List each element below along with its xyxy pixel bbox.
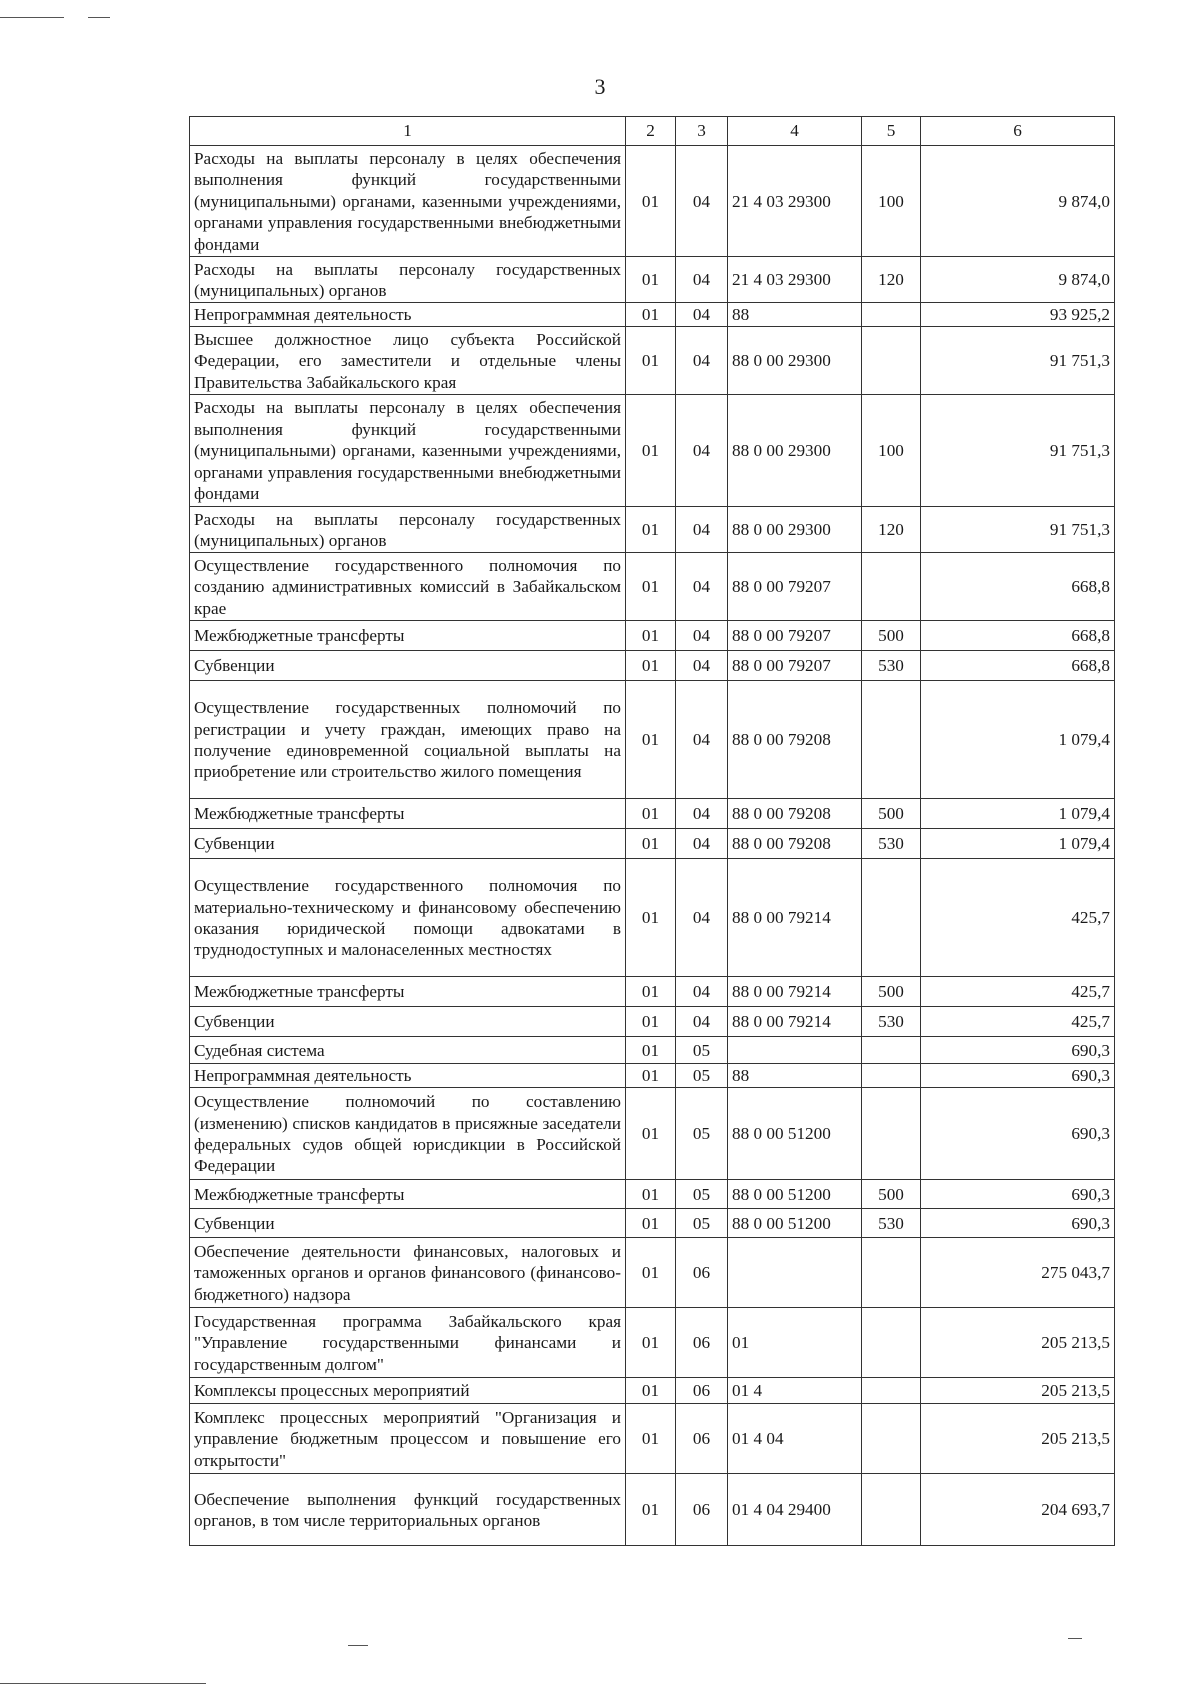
subsection-code: 04 <box>676 681 728 799</box>
table-row <box>190 1037 1115 1064</box>
target-article-code: 01 <box>728 1308 862 1378</box>
expense-type-code <box>862 1378 921 1404</box>
target-article-code: 88 0 00 51200 <box>728 1180 862 1209</box>
amount: 91 751,3 <box>921 395 1115 507</box>
target-article-code: 88 0 00 29300 <box>728 507 862 553</box>
section-code: 01 <box>626 395 676 507</box>
expense-type-code: 530 <box>862 1209 921 1238</box>
subsection-code: 06 <box>676 1474 728 1546</box>
target-article-code: 01 4 <box>728 1378 862 1404</box>
expense-name: Непрограммная деятельность <box>190 1064 626 1088</box>
section-code: 01 <box>626 829 676 859</box>
table-row <box>190 977 1115 1007</box>
section-code: 01 <box>626 327 676 395</box>
subsection-code: 05 <box>676 1088 728 1180</box>
expense-name: Высшее должностное лицо субъекта Российской Федерации, его заместители и отдельные члены Правительства Забайкальского края <box>190 327 626 395</box>
subsection-code: 04 <box>676 257 728 303</box>
expense-type-code: 530 <box>862 1007 921 1037</box>
expense-type-code: 120 <box>862 507 921 553</box>
amount: 668,8 <box>921 553 1115 621</box>
page-number: 3 <box>594 74 606 99</box>
expense-type-code: 530 <box>862 651 921 681</box>
section-code: 01 <box>626 1037 676 1064</box>
subsection-code: 04 <box>676 799 728 829</box>
target-article-code: 21 4 03 29300 <box>728 146 862 257</box>
expense-name: Межбюджетные трансферты <box>190 799 626 829</box>
target-article-code: 88 0 00 79207 <box>728 651 862 681</box>
column-header: 3 <box>676 117 728 146</box>
expense-name: Расходы на выплаты персоналу в целях обеспечения выполнения функций государственными (муниципальными) органами, казенными учреждениями, органами управления государственными внебюджетными фондами <box>190 146 626 257</box>
section-code: 01 <box>626 1378 676 1404</box>
expense-name: Осуществление государственного полномочия по материально-техническому и финансовому обеспечению оказания юридической помощи адвокатами в труднодоступных и малонаселенных местностях <box>190 859 626 977</box>
subsection-code: 04 <box>676 829 728 859</box>
table-row <box>190 1404 1115 1474</box>
section-code: 01 <box>626 507 676 553</box>
amount: 9 874,0 <box>921 146 1115 257</box>
scan-edge-mark <box>0 17 64 18</box>
amount: 205 213,5 <box>921 1404 1115 1474</box>
expense-type-code <box>862 681 921 799</box>
table-row <box>190 553 1115 621</box>
expense-type-code <box>862 1088 921 1180</box>
column-header: 2 <box>626 117 676 146</box>
expense-name: Комплексы процессных мероприятий <box>190 1378 626 1404</box>
scan-edge-mark <box>0 1683 206 1684</box>
target-article-code: 88 0 00 79207 <box>728 621 862 651</box>
target-article-code: 21 4 03 29300 <box>728 257 862 303</box>
amount: 425,7 <box>921 977 1115 1007</box>
expense-type-code: 500 <box>862 799 921 829</box>
target-article-code <box>728 1238 862 1308</box>
subsection-code: 06 <box>676 1378 728 1404</box>
table-row <box>190 651 1115 681</box>
expense-name: Субвенции <box>190 1007 626 1037</box>
table-row <box>190 1180 1115 1209</box>
amount: 668,8 <box>921 651 1115 681</box>
subsection-code: 04 <box>676 146 728 257</box>
target-article-code: 88 0 00 79214 <box>728 977 862 1007</box>
section-code: 01 <box>626 1474 676 1546</box>
expense-name: Субвенции <box>190 1209 626 1238</box>
amount: 9 874,0 <box>921 257 1115 303</box>
section-code: 01 <box>626 303 676 327</box>
target-article-code: 88 0 00 79207 <box>728 553 862 621</box>
expense-type-code <box>862 553 921 621</box>
expense-type-code <box>862 327 921 395</box>
column-header: 1 <box>190 117 626 146</box>
subsection-code: 06 <box>676 1238 728 1308</box>
expense-type-code <box>862 303 921 327</box>
budget-table <box>189 116 1115 1546</box>
amount: 205 213,5 <box>921 1308 1115 1378</box>
section-code: 01 <box>626 1088 676 1180</box>
section-code: 01 <box>626 621 676 651</box>
section-code: 01 <box>626 859 676 977</box>
table-row <box>190 1088 1115 1180</box>
expense-name: Осуществление полномочий по составлению (изменению) списков кандидатов в присяжные заседатели федеральных судов общей юрисдикции в Российской Федерации <box>190 1088 626 1180</box>
expense-type-code: 500 <box>862 1180 921 1209</box>
subsection-code: 04 <box>676 303 728 327</box>
amount: 91 751,3 <box>921 327 1115 395</box>
target-article-code: 88 0 00 51200 <box>728 1209 862 1238</box>
expense-name: Расходы на выплаты персоналу государственных (муниципальных) органов <box>190 257 626 303</box>
expense-name: Обеспечение выполнения функций государственных органов, в том числе территориальных органов <box>190 1474 626 1546</box>
section-code: 01 <box>626 553 676 621</box>
section-code: 01 <box>626 1007 676 1037</box>
target-article-code: 88 <box>728 303 862 327</box>
section-code: 01 <box>626 1404 676 1474</box>
section-code: 01 <box>626 799 676 829</box>
table-row <box>190 1238 1115 1308</box>
expense-type-code: 500 <box>862 977 921 1007</box>
table-row <box>190 146 1115 257</box>
subsection-code: 05 <box>676 1064 728 1088</box>
subsection-code: 04 <box>676 651 728 681</box>
expense-name: Субвенции <box>190 829 626 859</box>
amount: 1 079,4 <box>921 829 1115 859</box>
section-code: 01 <box>626 681 676 799</box>
expense-type-code: 100 <box>862 146 921 257</box>
table-row <box>190 1378 1115 1404</box>
target-article-code: 88 <box>728 1064 862 1088</box>
target-article-code: 88 0 00 79214 <box>728 859 862 977</box>
amount: 690,3 <box>921 1209 1115 1238</box>
amount: 690,3 <box>921 1088 1115 1180</box>
target-article-code: 01 4 04 29400 <box>728 1474 862 1546</box>
expense-name: Субвенции <box>190 651 626 681</box>
section-code: 01 <box>626 1180 676 1209</box>
amount: 690,3 <box>921 1064 1115 1088</box>
expense-name: Межбюджетные трансферты <box>190 621 626 651</box>
section-code: 01 <box>626 1308 676 1378</box>
table-row <box>190 327 1115 395</box>
expense-type-code <box>862 1308 921 1378</box>
amount: 275 043,7 <box>921 1238 1115 1308</box>
table-row <box>190 1474 1115 1546</box>
expense-name: Непрограммная деятельность <box>190 303 626 327</box>
expense-name: Расходы на выплаты персоналу в целях обеспечения выполнения функций государственными (муниципальными) органами, казенными учреждениями, органами управления государственными внебюджетными фондами <box>190 395 626 507</box>
expense-name: Осуществление государственных полномочий по регистрации и учету граждан, имеющих право на получение единовременной социальной выплаты на приобретение или строительство жилого помещения <box>190 681 626 799</box>
target-article-code: 01 4 04 <box>728 1404 862 1474</box>
subsection-code: 04 <box>676 977 728 1007</box>
target-article-code: 88 0 00 79208 <box>728 681 862 799</box>
subsection-code: 04 <box>676 553 728 621</box>
expense-type-code <box>862 1474 921 1546</box>
table-row <box>190 507 1115 553</box>
subsection-code: 05 <box>676 1037 728 1064</box>
expense-type-code <box>862 1037 921 1064</box>
table-row <box>190 681 1115 799</box>
amount: 425,7 <box>921 1007 1115 1037</box>
table-row <box>190 1308 1115 1378</box>
expense-type-code <box>862 1064 921 1088</box>
target-article-code: 88 0 00 29300 <box>728 327 862 395</box>
section-code: 01 <box>626 146 676 257</box>
column-header: 4 <box>728 117 862 146</box>
table-row <box>190 859 1115 977</box>
expense-type-code: 100 <box>862 395 921 507</box>
amount: 205 213,5 <box>921 1378 1115 1404</box>
amount: 690,3 <box>921 1037 1115 1064</box>
section-code: 01 <box>626 257 676 303</box>
expense-type-code: 530 <box>862 829 921 859</box>
table-row <box>190 829 1115 859</box>
subsection-code: 04 <box>676 1007 728 1037</box>
section-code: 01 <box>626 977 676 1007</box>
subsection-code: 05 <box>676 1209 728 1238</box>
section-code: 01 <box>626 1238 676 1308</box>
expense-name: Расходы на выплаты персоналу государственных (муниципальных) органов <box>190 507 626 553</box>
column-header: 5 <box>862 117 921 146</box>
subsection-code: 06 <box>676 1308 728 1378</box>
expense-type-code: 120 <box>862 257 921 303</box>
amount: 668,8 <box>921 621 1115 651</box>
subsection-code: 04 <box>676 621 728 651</box>
expense-name: Межбюджетные трансферты <box>190 1180 626 1209</box>
amount: 690,3 <box>921 1180 1115 1209</box>
expense-name: Обеспечение деятельности финансовых, налоговых и таможенных органов и органов финансового (финансово-бюджетного) надзора <box>190 1238 626 1308</box>
subsection-code: 04 <box>676 859 728 977</box>
target-article-code: 88 0 00 79208 <box>728 829 862 859</box>
subsection-code: 05 <box>676 1180 728 1209</box>
column-header: 6 <box>921 117 1115 146</box>
expense-name: Государственная программа Забайкальского края "Управление государственными финансами и государственным долгом" <box>190 1308 626 1378</box>
scan-edge-mark <box>1068 1638 1082 1639</box>
expense-type-code <box>862 1404 921 1474</box>
table-row <box>190 257 1115 303</box>
amount: 1 079,4 <box>921 681 1115 799</box>
table-row <box>190 303 1115 327</box>
table-row <box>190 395 1115 507</box>
table-header-row <box>190 117 1115 146</box>
section-code: 01 <box>626 1209 676 1238</box>
expense-type-code <box>862 859 921 977</box>
expense-name: Осуществление государственного полномочия по созданию административных комиссий в Забайкальском крае <box>190 553 626 621</box>
expense-name: Межбюджетные трансферты <box>190 977 626 1007</box>
expense-name: Судебная система <box>190 1037 626 1064</box>
expense-name: Комплекс процессных мероприятий "Организация и управление бюджетным процессом и повышение его открытости" <box>190 1404 626 1474</box>
scan-edge-mark <box>88 17 110 18</box>
expense-type-code <box>862 1238 921 1308</box>
amount: 425,7 <box>921 859 1115 977</box>
table-row <box>190 1064 1115 1088</box>
target-article-code: 88 0 00 29300 <box>728 395 862 507</box>
scan-edge-mark <box>348 1645 368 1646</box>
subsection-code: 04 <box>676 395 728 507</box>
expense-type-code: 500 <box>862 621 921 651</box>
section-code: 01 <box>626 651 676 681</box>
subsection-code: 04 <box>676 327 728 395</box>
subsection-code: 06 <box>676 1404 728 1474</box>
target-article-code: 88 0 00 79214 <box>728 1007 862 1037</box>
amount: 1 079,4 <box>921 799 1115 829</box>
table-row <box>190 1007 1115 1037</box>
amount: 91 751,3 <box>921 507 1115 553</box>
amount: 204 693,7 <box>921 1474 1115 1546</box>
amount: 93 925,2 <box>921 303 1115 327</box>
table-row <box>190 799 1115 829</box>
table-row <box>190 621 1115 651</box>
table-row <box>190 1209 1115 1238</box>
target-article-code <box>728 1037 862 1064</box>
target-article-code: 88 0 00 51200 <box>728 1088 862 1180</box>
target-article-code: 88 0 00 79208 <box>728 799 862 829</box>
subsection-code: 04 <box>676 507 728 553</box>
section-code: 01 <box>626 1064 676 1088</box>
